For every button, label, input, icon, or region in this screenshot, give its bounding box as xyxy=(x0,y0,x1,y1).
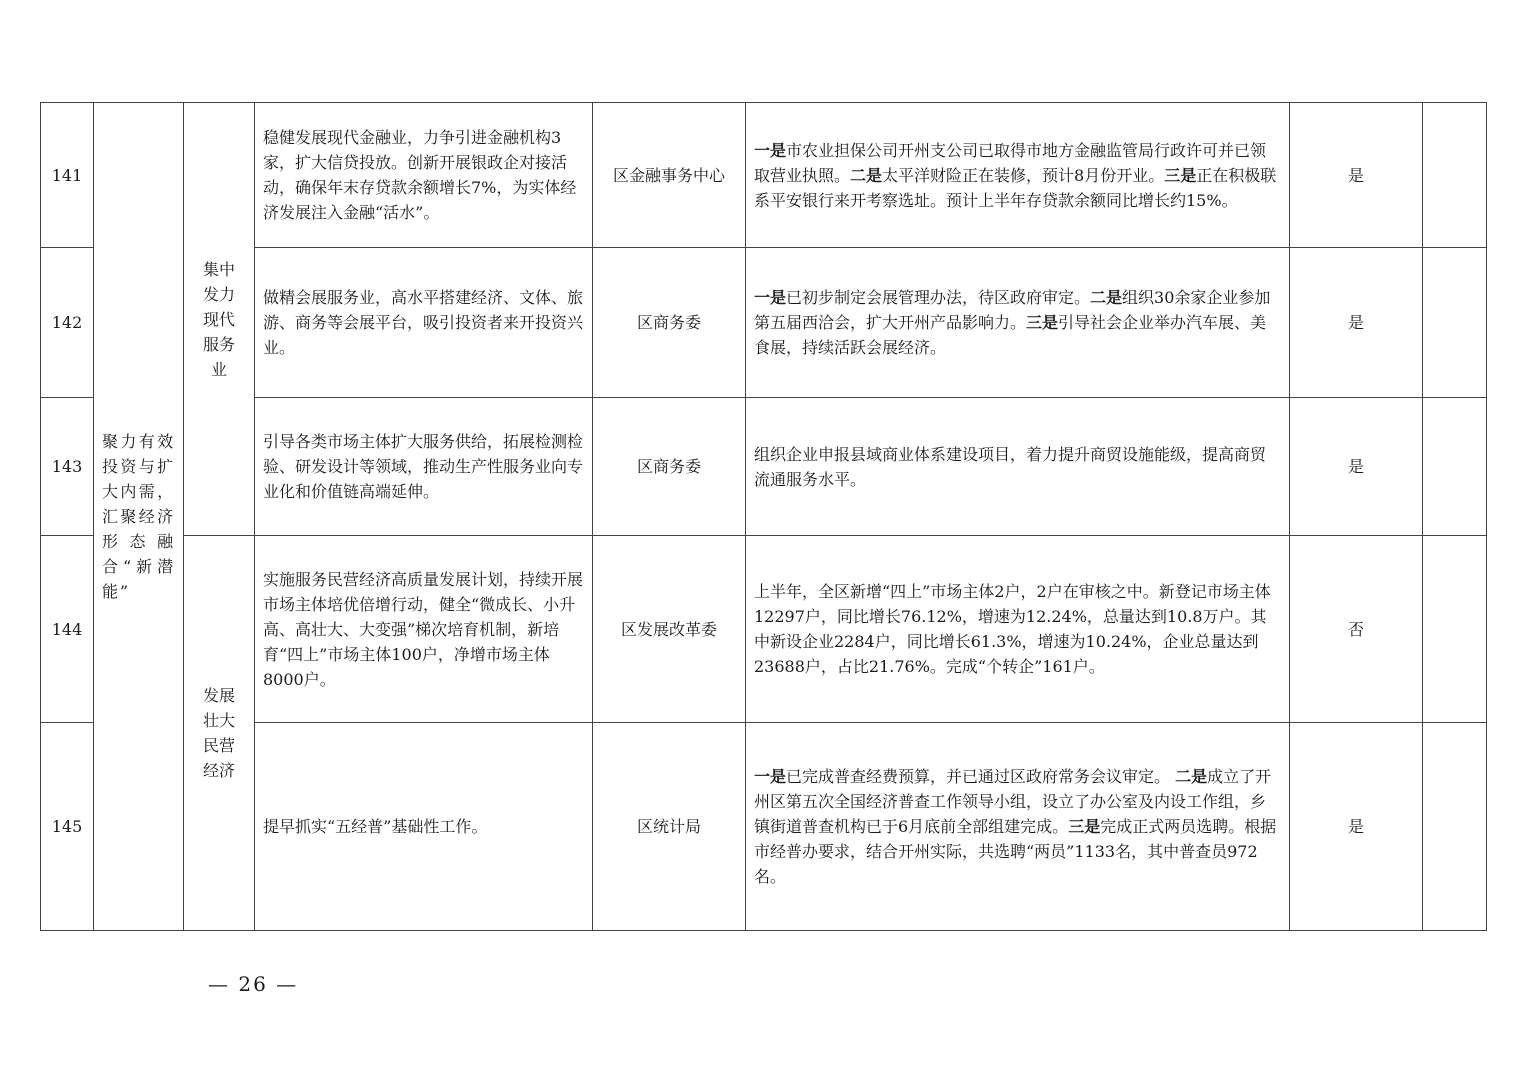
progress-text: 太平洋财险正在装修，预计8月份开业。 xyxy=(882,165,1165,185)
sub-category-services xyxy=(184,103,255,536)
progress-lead: 三是 xyxy=(1068,817,1101,836)
task-description: 稳健发展现代金融业，力争引进金融机构3家，扩大信贷投放。创新开展银政企对接活动，确保年末存贷款余额增长7%，为实体经济发展注入金融“活水”。 xyxy=(255,103,593,248)
progress-lead: 二是 xyxy=(850,165,883,185)
progress-text: 市农业担保公司开州支公司已取得市地方金融监管局行政许可并已领取营业执照。 xyxy=(754,140,1267,185)
responsible-department: 区统计局 xyxy=(593,723,746,931)
table-row xyxy=(41,398,1487,536)
responsible-department: 区商务委 xyxy=(593,248,746,398)
completion-status: 是 xyxy=(1290,248,1423,398)
progress-lead: 一是 xyxy=(754,288,787,307)
progress-text: 上半年，全区新增“四上”市场主体2户，2户在审核之中。新登记市场主体12297户，同比增长76.12%，增速为12.24%，总量达到10.8万户。其中新设企业2284户，同比增长61.3%，增速为10.24%，企业总量达到23688户，占比21.76%。完成“个转企”161户。 xyxy=(754,582,1271,676)
task-description: 实施服务民营经济高质量发展计划，持续开展市场主体培优倍增行动，健全“微成长、小升高、高壮大、大变强”梯次培育机制，新培育“四上”市场主体100户，净增市场主体8000户。 xyxy=(255,536,593,723)
progress-lead: 二是 xyxy=(1175,767,1208,786)
row-number: 142 xyxy=(41,248,94,398)
progress-description xyxy=(746,398,1290,536)
responsible-department: 区金融事务中心 xyxy=(593,103,746,248)
progress-text: 已初步制定会展管理办法，待区政府审定。 xyxy=(786,288,1091,307)
table-row xyxy=(41,723,1487,931)
progress-lead: 一是 xyxy=(754,140,787,160)
sub-category-label: 集中发力现代服务业 xyxy=(202,259,235,379)
task-description: 做精会展服务业，高水平搭建经济、文体、旅游、商务等会展平台，吸引投资者来开投资兴业。 xyxy=(255,248,593,398)
progress-text: 组织30余家企业参加第五届西洽会，扩大开州产品影响力。 xyxy=(754,288,1271,332)
page-number: — 26 — xyxy=(208,972,299,996)
progress-text: 成立了开州区第五次全国经济普查工作领导小组，设立了办公室及内设工作组，乡镇街道普查机构已于6月底前全部组建完成。 xyxy=(754,767,1272,836)
table-row xyxy=(41,536,1487,723)
progress-text: 引导社会企业举办汽车展、美食展，持续活跃会展经济。 xyxy=(754,313,1267,357)
remarks-cell xyxy=(1423,398,1487,536)
row-number: 143 xyxy=(41,398,94,536)
progress-description xyxy=(746,536,1290,723)
progress-table xyxy=(40,102,1487,931)
progress-lead: 三是 xyxy=(1026,313,1059,332)
main-category: 聚力有效投资与扩大内需，汇聚经济形态融合“新潜能” xyxy=(94,103,184,931)
remarks-cell xyxy=(1423,103,1487,248)
progress-description xyxy=(746,723,1290,931)
completion-status: 是 xyxy=(1290,103,1423,248)
row-number: 145 xyxy=(41,723,94,931)
row-number: 141 xyxy=(41,103,94,248)
table-row xyxy=(41,248,1487,398)
remarks-cell xyxy=(1423,536,1487,723)
progress-description xyxy=(746,103,1290,248)
sub-category-private-economy xyxy=(184,536,255,931)
task-description: 提早抓实“五经普”基础性工作。 xyxy=(255,723,593,931)
progress-text: 已完成普查经费预算，并已通过区政府常务会议审定。 xyxy=(786,767,1176,786)
progress-lead: 三是 xyxy=(1164,165,1197,185)
remarks-cell xyxy=(1423,723,1487,931)
responsible-department: 区发展改革委 xyxy=(593,536,746,723)
progress-text: 完成正式两员选聘。根据市经普办要求，结合开州实际，共选聘“两员”1133名，其中普查员972名。 xyxy=(754,817,1277,886)
progress-lead: 二是 xyxy=(1090,288,1123,307)
responsible-department: 区商务委 xyxy=(593,398,746,536)
completion-status: 否 xyxy=(1290,536,1423,723)
completion-status: 是 xyxy=(1290,723,1423,931)
task-description: 引导各类市场主体扩大服务供给，拓展检测检验、研发设计等领域，推动生产性服务业向专业化和价值链高端延伸。 xyxy=(255,398,593,536)
row-number: 144 xyxy=(41,536,94,723)
remarks-cell xyxy=(1423,248,1487,398)
progress-text: 正在积极联系平安银行来开考察选址。预计上半年存贷款余额同比增长约15%。 xyxy=(754,165,1277,210)
table-row xyxy=(41,103,1487,248)
sub-category-label: 发展壮大民营经济 xyxy=(202,686,235,780)
progress-text: 组织企业申报县域商业体系建设项目，着力提升商贸设施能级，提高商贸流通服务水平。 xyxy=(754,444,1267,489)
completion-status: 是 xyxy=(1290,398,1423,536)
progress-lead: 一是 xyxy=(754,767,787,786)
progress-description xyxy=(746,248,1290,398)
